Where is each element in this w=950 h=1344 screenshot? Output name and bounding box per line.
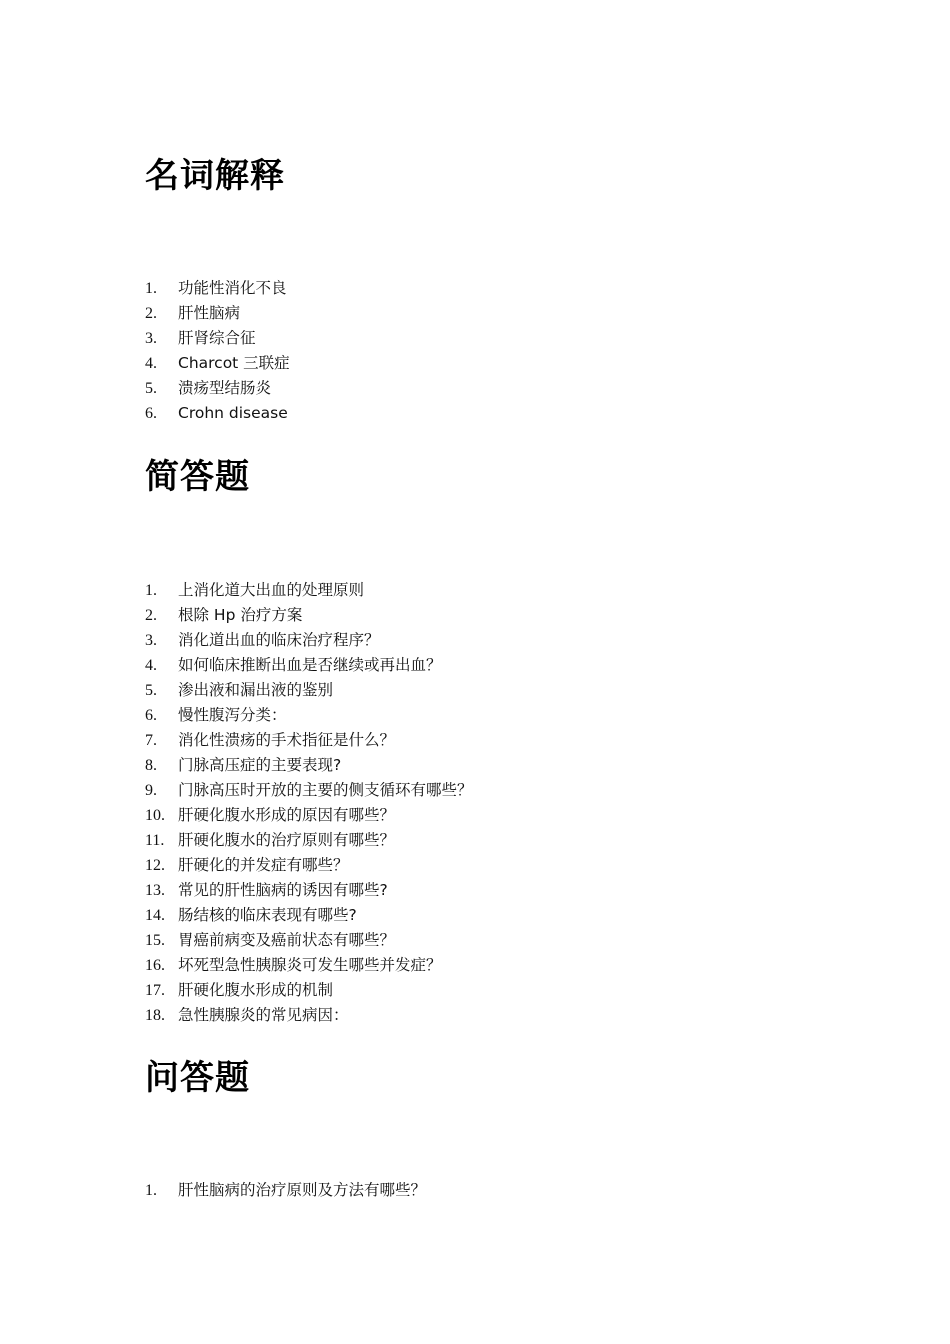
item-text: 急性胰腺炎的常见病因： [178,1006,349,1024]
section-heading: 简答题 [145,457,250,497]
item-text: 肝硬化的并发症有哪些？ [178,856,349,874]
list-item [145,953,845,978]
terms-list [145,276,845,426]
item-number: 2. [145,607,157,624]
list-item [145,878,845,903]
list-item [145,351,845,376]
list-item [145,978,845,1003]
item-text: 功能性消化不良 [178,279,287,297]
list-item [145,301,845,326]
list-item [145,928,845,953]
item-number: 1. [145,1182,157,1199]
item-number: 4. [145,355,157,372]
list-item [145,376,845,401]
section-heading: 名词解释 [145,156,285,196]
list-item [145,903,845,928]
item-text: 消化性溃疡的手术指征是什么？ [178,731,396,749]
list-item [145,678,845,703]
item-number: 7. [145,732,157,749]
list-item [145,276,845,301]
item-number: 6. [145,707,157,724]
item-text: 坏死型急性胰腺炎可发生哪些并发症？ [178,956,442,974]
item-number: 9. [145,782,157,799]
item-text: 肝肾综合征 [178,329,256,347]
item-number: 1. [145,280,157,297]
item-number: 12. [145,857,165,874]
list-item [145,628,845,653]
item-number: 1. [145,582,157,599]
item-text: 肠结核的临床表现有哪些? [178,906,357,924]
item-number: 18. [145,1007,165,1024]
item-number: 16. [145,957,165,974]
list-item [145,653,845,678]
item-text: 门脉高压症的主要表现? [178,756,342,774]
item-text: 肝性脑病的治疗原则及方法有哪些？ [178,1181,427,1199]
item-text: 胃癌前病变及癌前状态有哪些？ [178,931,396,949]
item-number: 6. [145,405,157,422]
item-text: 溃疡型结肠炎 [178,379,272,397]
list-item [145,753,845,778]
item-text: 肝硬化腹水形成的机制 [178,981,334,999]
list-item [145,1003,845,1028]
item-number: 8. [145,757,157,774]
short-answer-list [145,578,845,1028]
section-essay [145,1058,845,1203]
list-item [145,828,845,853]
section-short-answer [145,457,845,1028]
list-item [145,603,845,628]
section-heading: 问答题 [145,1058,250,1098]
list-item [145,853,845,878]
item-number: 5. [145,682,157,699]
item-number: 14. [145,907,165,924]
item-text: 门脉高压时开放的主要的侧支循环有哪些？ [178,781,473,799]
item-text: 消化道出血的临床治疗程序？ [178,631,380,649]
item-text: 如何临床推断出血是否继续或再出血？ [178,656,442,674]
item-text: 渗出液和漏出液的鉴别 [178,681,334,699]
item-number: 15. [145,932,165,949]
item-number: 3. [145,330,157,347]
list-item [145,778,845,803]
item-text: 慢性腹泻分类： [178,706,287,724]
item-text: Charcot 三联症 [178,354,290,372]
item-number: 13. [145,882,165,899]
list-item [145,401,845,426]
item-text: Crohn disease [178,404,288,422]
item-text: 肝性脑病 [178,304,241,322]
list-item [145,1178,845,1203]
list-item [145,326,845,351]
list-item [145,728,845,753]
list-item [145,803,845,828]
item-number: 10. [145,807,165,824]
list-item [145,703,845,728]
item-text: 肝硬化腹水形成的原因有哪些？ [178,806,396,824]
essay-list [145,1178,845,1203]
item-text: 根除 Hp 治疗方案 [178,606,303,624]
item-number: 2. [145,305,157,322]
item-number: 5. [145,380,157,397]
item-text: 上消化道大出血的处理原则 [178,581,365,599]
item-text: 肝硬化腹水的治疗原则有哪些？ [178,831,396,849]
section-terms [145,156,845,426]
item-number: 3. [145,632,157,649]
item-text: 常见的肝性脑病的诱因有哪些? [178,881,388,899]
item-number: 17. [145,982,165,999]
item-number: 4. [145,657,157,674]
item-number: 11. [145,832,165,849]
list-item [145,578,845,603]
